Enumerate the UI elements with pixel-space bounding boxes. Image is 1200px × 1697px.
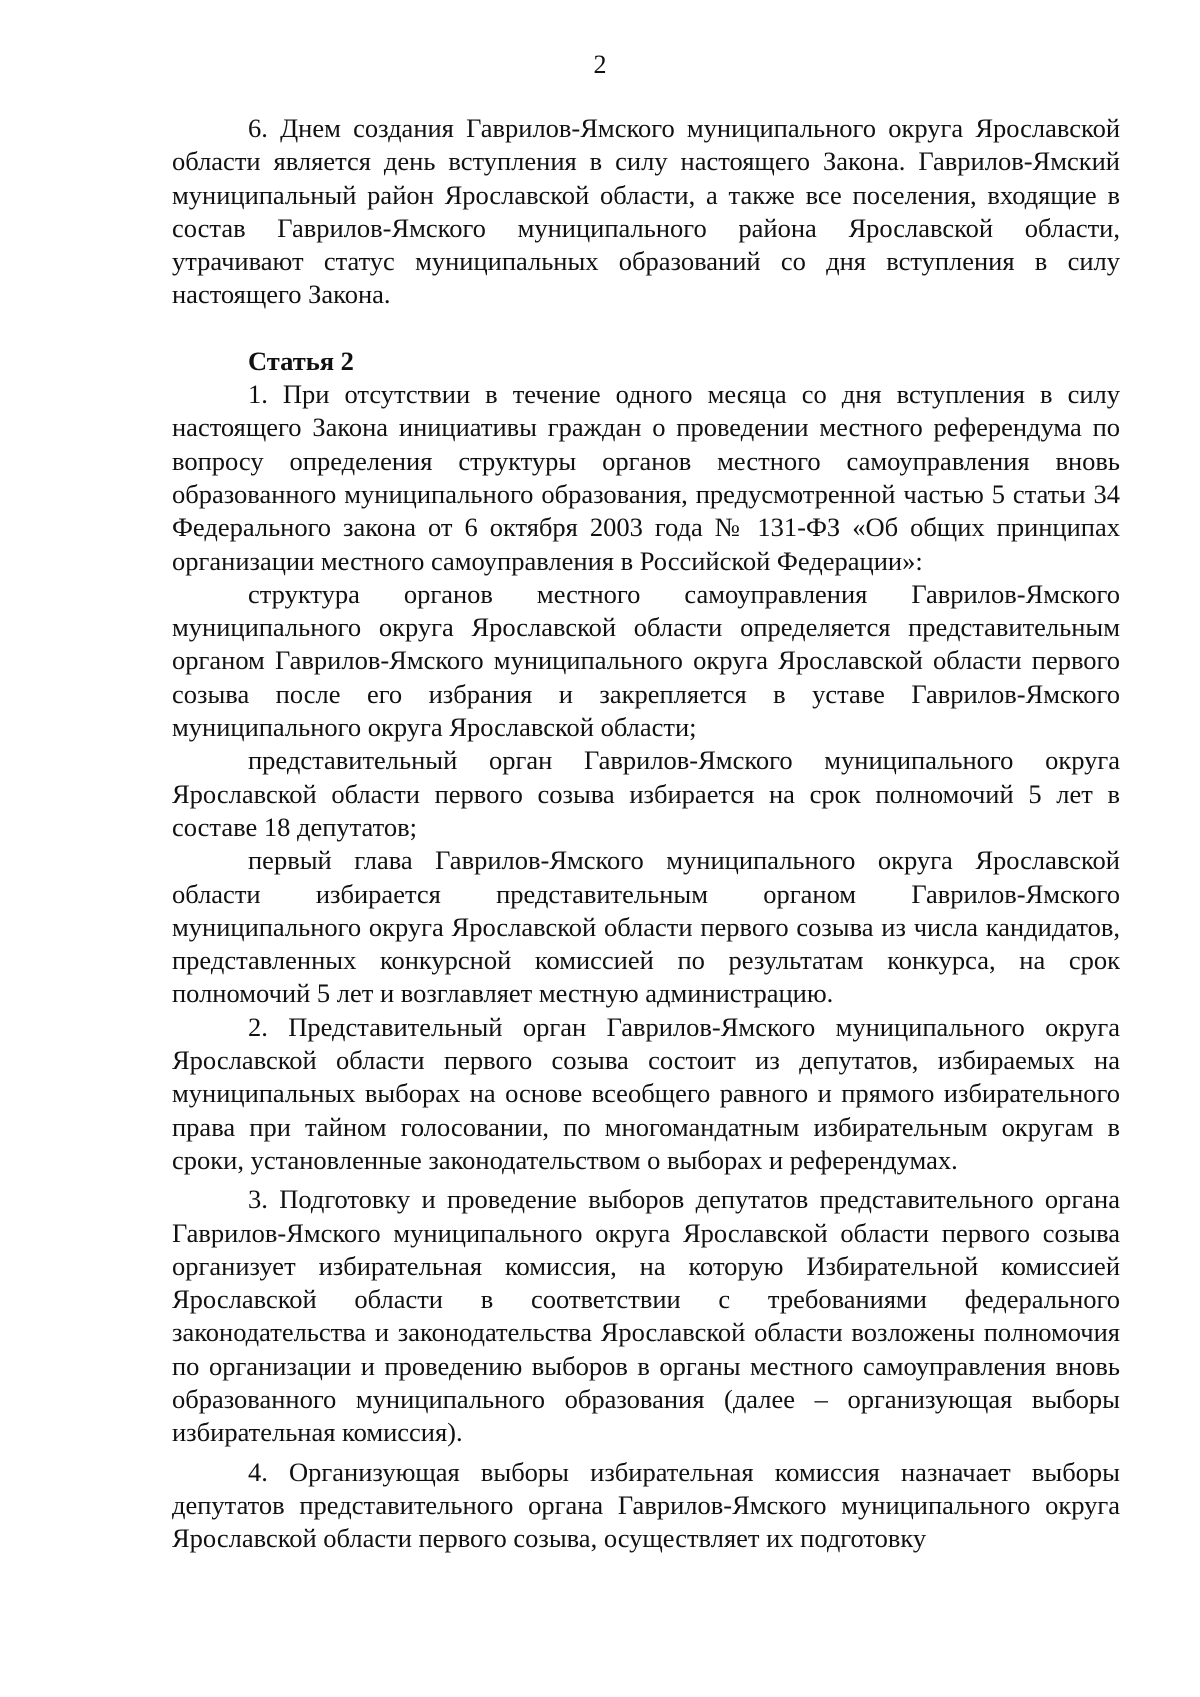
article-2-paragraph-1: 1. При отсутствии в течение одного месяца со дня вступления в силу настоящего Закона инициативы граждан о проведении местного референдума по вопросу определения структуры органов местного самоуправления вновь образованного муниципального образования, предусмотренной частью 5 статьи 34 Федерального закона от 6 октября 2003 года № 131-ФЗ «Об общих принципах организации местного самоуправления в Российской Федерации»: [172, 379, 1120, 576]
article-2-paragraph-1-item-first-head: первый глава Гаврилов-Ямского муниципального округа Ярославской области избирается представительным органом Гаврилов-Ямского муниципального округа Ярославской области первого созыва из числа кандидатов, представленных конкурсной комиссией по результатам конкурса, на срок полномочий 5 лет и возглавляет местную администрацию. [172, 845, 1120, 1009]
paragraph-6: 6. Днем создания Гаврилов-Ямского муниципального округа Ярославской области является день вступления в силу настоящего Закона. Гаврилов-Ямский муниципальный район Ярославской области, а также все поселения, входящие в состав Гаврилов-Ямского муниципального района Ярославской области, утрачивают статус муниципальных образований со дня вступления в силу настоящего Закона. [172, 113, 1120, 310]
article-2-paragraph-4: 4. Организующая выборы избирательная комиссия назначает выборы депутатов представительного органа Гаврилов-Ямского муниципального округа Ярославской области первого созыва, осуществляет их подготовку [172, 1456, 1120, 1554]
page-number: 2 [593, 50, 607, 79]
article-2-paragraph-1-item-structure: структура органов местного самоуправления Гаврилов-Ямского муниципального округа Ярославской области определяется представительным органом Гаврилов-Ямского муниципального округа Ярославской области первого созыва после его избрания и закрепляется в уставе Гаврилов-Ямского муниципального округа Ярославской области; [172, 578, 1120, 743]
article-2-paragraph-1-item-representative-body: представительный орган Гаврилов-Ямского муниципального округа Ярославской области первого созыва избирается на срок полномочий 5 лет в составе 18 депутатов; [172, 745, 1120, 842]
article-2-paragraph-2: 2. Представительный орган Гаврилов-Ямского муниципального округа Ярославской области первого созыва состоит из депутатов, избираемых на муниципальных выборах на основе всеобщего равного и прямого избирательного права при тайном голосовании, по многомандатным избирательным округам в сроки, установленные законодательством о выборах и референдумах. [172, 1011, 1120, 1175]
article-2-paragraph-3: 3. Подготовку и проведение выборов депутатов представительного органа Гаврилов-Ямского муниципального округа Ярославской области первого созыва организует избирательная комиссия, на которую Избирательной комиссией Ярославской области в соответствии с требованиями федерального законодательства и законодательства Ярославской области возложены полномочия по организации и проведению выборов в органы местного самоуправления вновь образованного муниципального образования (далее – организующая выборы избирательная комиссия). [172, 1184, 1120, 1448]
document-body [172, 112, 1120, 1555]
article-2-heading: Статья 2 [248, 345, 354, 376]
